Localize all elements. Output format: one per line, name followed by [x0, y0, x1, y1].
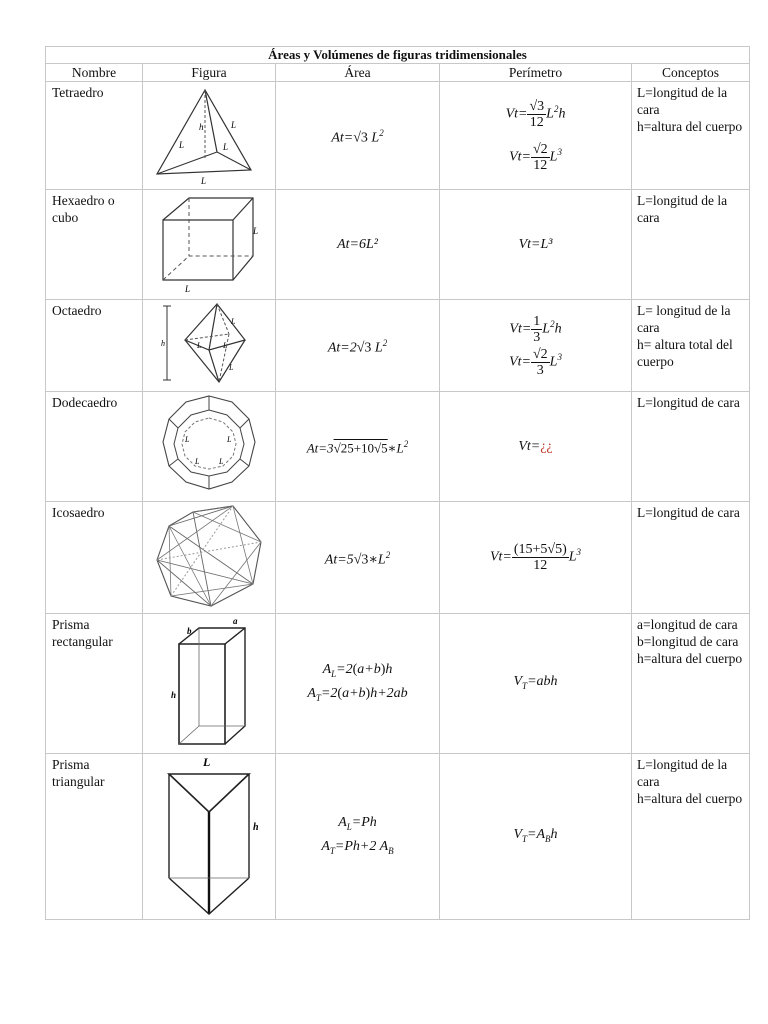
area-prisma-triangular: $A_L=Ph$ $A_T=Ph+2$ $A_B$	[276, 754, 440, 920]
area-cubo: At=6L²	[276, 190, 440, 300]
areas-volumes-table	[45, 46, 750, 920]
concept-prisma-rectangular: a=longitud de cara b=longitud de cara h=altura del cuerpo	[632, 614, 750, 754]
label-h: h	[199, 122, 204, 132]
volume-tetraedro: Vt= $\frac{√3}{12}$ $L^2h$ Vt= $\frac{√2}{12}$ $L^3$	[440, 82, 632, 190]
svg-text:L: L	[223, 341, 228, 350]
volume-prisma-triangular: $V_T=A_Bh$	[440, 754, 632, 920]
dodecahedron-figure	[149, 392, 269, 498]
svg-text:L: L	[231, 317, 236, 326]
header-concepts: Conceptos	[632, 64, 750, 82]
concept-icosaedro: L=longitud de cara	[632, 502, 750, 614]
label-L: L	[253, 226, 259, 236]
concept-prisma-triangular: L=longitud de la cara h=altura del cuerpo	[632, 754, 750, 920]
svg-text:L: L	[219, 457, 224, 466]
row-name-dodecaedro: Dodecaedro	[46, 392, 143, 502]
label-L: L	[231, 120, 237, 130]
label-L: L	[203, 755, 211, 769]
concept-tetraedro: L=longitud de la cara h=altura del cuerpo	[632, 82, 750, 190]
cube-figure	[149, 190, 269, 296]
row-name-prisma-triangular: Prisma triangular	[46, 754, 143, 920]
table-row	[46, 502, 750, 614]
area-dodecaedro: $At=3√25+10√5∗L^2$	[276, 392, 440, 502]
volume-octaedro: Vt= $\frac{1}{3}$ $L^2h$ Vt= $\frac{√2}{3}$ $L^3$	[440, 300, 632, 392]
row-name-prisma-rectangular: Prisma rectangular	[46, 614, 143, 754]
header-perimeter: Perímetro	[440, 64, 632, 82]
header-name: Nombre	[46, 64, 143, 82]
volume-icosaedro: Vt= $\frac{(15+5√5)}{12}$ $L^3$	[440, 502, 632, 614]
area-prisma-rectangular: $A_L=2(a+b)h$ $A_T=2(a+b)h+2ab$	[276, 614, 440, 754]
label-h: h	[171, 690, 177, 700]
row-name-icosaedro: Icosaedro	[46, 502, 143, 614]
table-row	[46, 614, 750, 754]
table-title: Áreas y Volúmenes de figuras tridimensionales	[46, 47, 750, 64]
table-row	[46, 392, 750, 502]
icosahedron-figure	[149, 502, 269, 610]
svg-text:L: L	[227, 435, 232, 444]
table-row	[46, 300, 750, 392]
header-area: Área	[276, 64, 440, 82]
row-name-cubo: Hexaedro o cubo	[46, 190, 143, 300]
volume-cubo: Vt=L³	[440, 190, 632, 300]
label-L: L	[223, 142, 229, 152]
label-h: h	[161, 339, 165, 348]
octahedron-figure	[149, 300, 269, 388]
label-L: L	[185, 284, 191, 294]
row-name-octaedro: Octaedro	[46, 300, 143, 392]
label-h: h	[253, 822, 259, 833]
table-row	[46, 82, 750, 190]
vol-error-glyph: ¿¿	[540, 438, 553, 454]
svg-text:L: L	[185, 435, 190, 444]
header-figure: Figura	[143, 64, 276, 82]
label-a: a	[233, 616, 238, 626]
tetrahedron-figure	[149, 82, 269, 186]
area-tetraedro: At=√3 $L^2$	[276, 82, 440, 190]
volume-prisma-rectangular: $V_T=abh$	[440, 614, 632, 754]
triangular-prism-figure	[149, 754, 269, 916]
svg-text:L: L	[195, 457, 200, 466]
volume-dodecaedro: Vt=¿¿	[440, 392, 632, 502]
table-row	[46, 754, 750, 920]
label-b: b	[187, 626, 192, 636]
label-L: L	[179, 140, 185, 150]
area-icosaedro: $At=5√3∗L^2$	[276, 502, 440, 614]
concept-cubo: L=longitud de la cara	[632, 190, 750, 300]
concept-dodecaedro: L=longitud de cara	[632, 392, 750, 502]
concept-octaedro: L= longitud de la cara h= altura total del cuerpo	[632, 300, 750, 392]
svg-text:L: L	[197, 341, 202, 350]
label-L: L	[201, 176, 207, 186]
svg-text:L: L	[229, 363, 234, 372]
table-row	[46, 190, 750, 300]
row-name-tetraedro: Tetraedro	[46, 82, 143, 190]
rectangular-prism-figure	[149, 614, 269, 750]
area-octaedro: At=2√3 $L^2$	[276, 300, 440, 392]
